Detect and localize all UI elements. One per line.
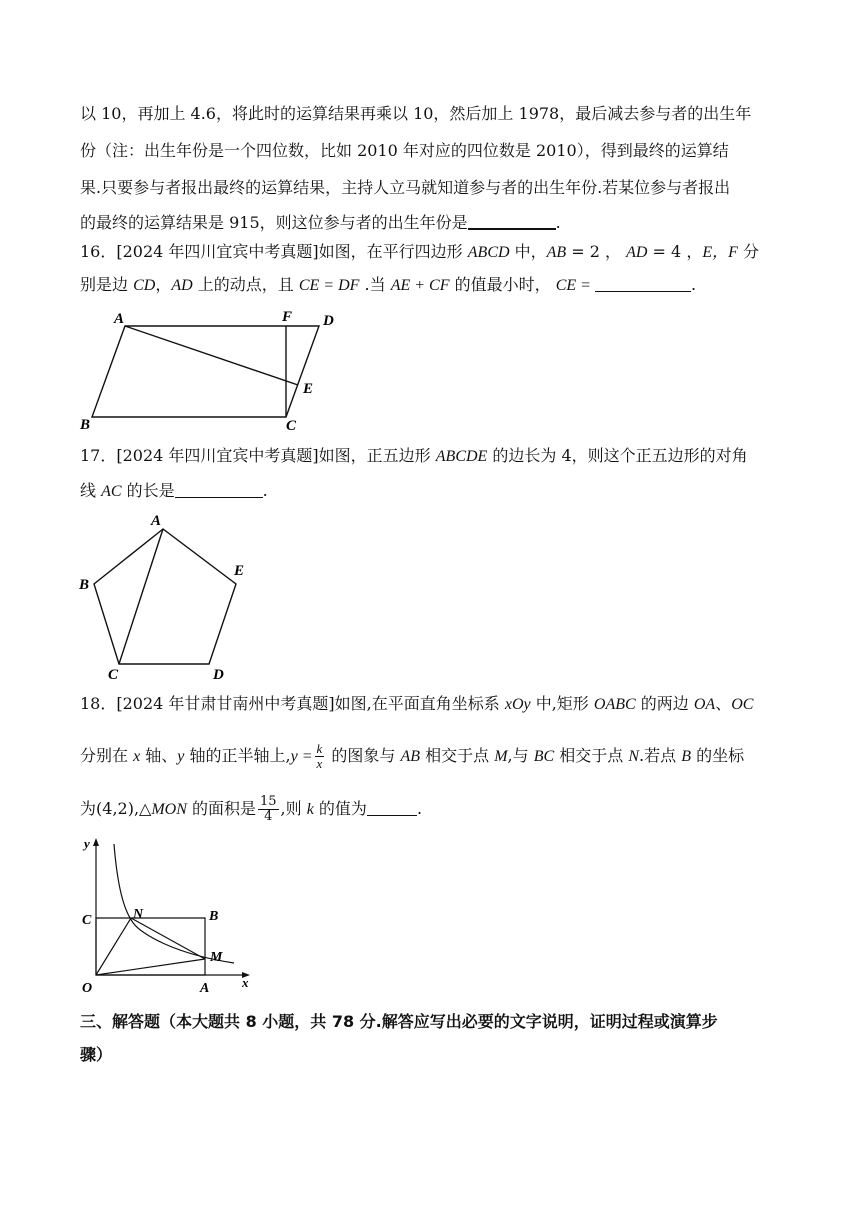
- q18-x: x: [133, 748, 141, 765]
- q17-period: .: [262, 481, 268, 500]
- q18-text: ,与: [507, 746, 534, 765]
- q18-function-fraction: [315, 742, 325, 771]
- label-b: B: [209, 909, 219, 924]
- q18-text: 如图,在平面直角坐标系: [334, 694, 505, 713]
- q15-line-4: [80, 212, 561, 234]
- label-f: F: [282, 309, 293, 325]
- q16-ab: AB: [546, 244, 567, 261]
- q15-line-4-text: 的最终的运算结果是 915，则这位参与者的出生年份是: [80, 213, 468, 232]
- q18-k: k: [316, 741, 323, 756]
- q18-n: N: [628, 748, 640, 765]
- label-y: y: [84, 836, 90, 851]
- q16-ef: E，F: [702, 244, 738, 261]
- q17-line-1: [80, 445, 748, 468]
- label-c: C: [286, 418, 297, 434]
- segment-nm: [131, 918, 205, 959]
- q18-text: 为: [80, 799, 97, 818]
- diagonal-ac: [119, 529, 163, 664]
- q18-number: 18．: [80, 694, 117, 713]
- label-e: E: [234, 563, 245, 579]
- q16-condition: CE = DF: [298, 277, 360, 294]
- q18-oabc: OABC: [593, 696, 636, 713]
- q18-line-1: [80, 693, 753, 716]
- q16-text: 上的动点，且: [192, 275, 299, 294]
- q16-text: 分: [737, 242, 759, 261]
- q17-text: 的长是: [121, 481, 175, 500]
- q16-text: 如图，在平行四边形: [318, 242, 468, 261]
- q18-x: x: [316, 756, 323, 771]
- q18-text: 轴、: [140, 746, 178, 765]
- q16-line-1: [80, 241, 759, 264]
- q16-abcd: ABCD: [467, 244, 510, 261]
- q18-text: ,则: [280, 799, 307, 818]
- q16-ab-value: = 2 ，: [566, 242, 622, 261]
- q15-period: .: [555, 213, 561, 232]
- q18-text: 的两边: [635, 694, 694, 713]
- q18-text: ,△: [133, 799, 152, 818]
- q18-ab: AB: [400, 748, 421, 765]
- q18-y: y: [177, 748, 185, 765]
- label-x: x: [242, 975, 249, 990]
- q16-text: 中，: [509, 242, 547, 261]
- q18-text: 的坐标: [691, 746, 745, 765]
- answer-blank-15: [468, 212, 556, 230]
- parallelogram-abcd: [92, 326, 319, 417]
- q16-line-2: [80, 274, 696, 297]
- q16-cd: CD: [133, 277, 156, 294]
- label-d: D: [213, 667, 224, 683]
- q18-k: k: [306, 801, 314, 818]
- q18-line-2: [80, 742, 744, 771]
- q16-sum: AE + CF: [390, 277, 450, 294]
- label-n: N: [133, 907, 144, 922]
- q18-text: 轴的正半轴上,: [184, 746, 291, 765]
- q18-function-lhs: y =: [290, 748, 313, 765]
- q18-area-denominator: 4: [264, 809, 273, 824]
- q18-text: 相交于点: [420, 746, 495, 765]
- label-m: M: [210, 950, 223, 965]
- q18-line-3: [80, 795, 422, 824]
- q16-ad: AD: [171, 277, 193, 294]
- q18-oa: OA: [693, 696, 716, 713]
- segment-on: [96, 918, 131, 975]
- q16-ad-value: = 4 ，: [647, 242, 703, 261]
- q15-line-1: 以 10，再加上 4.6，将此时的运算结果再乘以 10，然后加上 1978，最后减去参与者的出生年: [80, 104, 752, 123]
- label-o: O: [82, 981, 93, 996]
- q18-text: .若点: [639, 746, 682, 765]
- hyperbola-curve: [114, 844, 234, 963]
- q15-line-2: 份（注：出生年份是一个四位数，比如 2010 年对应的四位数是 2010），得到最终的运算结: [80, 141, 729, 160]
- q18-xoy: xOy: [504, 696, 531, 713]
- q18-area-fraction: [258, 795, 279, 824]
- label-a: A: [114, 311, 125, 327]
- q18-period: .: [416, 799, 423, 818]
- q18-text: 的值为: [313, 799, 367, 818]
- q17-text: 如图，正五边形: [318, 446, 436, 465]
- q16-period: .: [690, 275, 697, 294]
- q16-ce: CE =: [555, 277, 591, 294]
- q17-source: [2024 年四川宜宾中考真题]: [116, 446, 319, 465]
- q16-text: ，: [155, 275, 172, 294]
- q18-text: 相交于点: [554, 746, 629, 765]
- q18-bc: BC: [533, 748, 555, 765]
- q18-text: 的面积是: [186, 799, 256, 818]
- q17-line-2: [80, 480, 268, 503]
- q18-text: 中,矩形: [530, 694, 594, 713]
- section-3-heading-line-1: 三、解答题（本大题共 8 小题，共 78 分.解答应写出必要的文字说明，证明过程或演算步: [80, 1012, 718, 1031]
- q17-ac: AC: [101, 483, 122, 500]
- label-d: D: [323, 313, 334, 329]
- q18-m: M: [494, 748, 508, 765]
- label-c: C: [82, 913, 92, 928]
- figure-pentagon: [74, 507, 264, 687]
- y-axis-arrow: [93, 838, 99, 846]
- q16-text: .当: [359, 275, 391, 294]
- label-e: E: [303, 381, 314, 397]
- q18-oc: OC: [731, 696, 754, 713]
- segment-ae: [125, 326, 298, 385]
- q18-area-numerator: 15: [260, 794, 277, 809]
- pentagon-abcde: [94, 529, 236, 664]
- q18-text: 的图象与: [326, 746, 401, 765]
- q16-ad: AD: [626, 244, 648, 261]
- q18-coordinate: (4,2): [96, 799, 134, 818]
- q17-abcde: ABCDE: [435, 448, 488, 465]
- label-a: A: [151, 513, 162, 529]
- answer-blank-17: [175, 481, 263, 498]
- label-c: C: [108, 667, 119, 683]
- q18-text: 分别在: [80, 746, 134, 765]
- answer-blank-16: [595, 275, 691, 292]
- q17-number: 17．: [80, 446, 117, 465]
- q16-text: 的值最小时，: [449, 275, 556, 294]
- q18-b: B: [681, 748, 691, 765]
- q18-mon: MON: [151, 801, 187, 818]
- answer-blank-18: [367, 799, 417, 816]
- figure-parallelogram: [78, 305, 348, 435]
- q17-text: 的边长为 4，则这个正五边形的对角: [487, 446, 748, 465]
- q17-text: 线: [80, 481, 102, 500]
- label-b: B: [79, 577, 90, 593]
- segment-om: [96, 959, 205, 975]
- q16-text: 别是边: [80, 275, 134, 294]
- q18-text: 、: [715, 694, 732, 713]
- figure-coordinate-plane: [74, 834, 264, 1002]
- q16-source: [2024 年四川宜宾中考真题]: [116, 242, 319, 261]
- section-3-heading-line-2: 骤）: [80, 1045, 113, 1064]
- q16-number: 16．: [80, 242, 117, 261]
- label-b: B: [80, 417, 91, 433]
- q18-source: [2024 年甘肃甘南州中考真题]: [116, 694, 335, 713]
- q15-line-3: 果.只要参与者报出最终的运算结果，主持人立马就知道参与者的出生年份.若某位参与者报出: [80, 178, 731, 197]
- label-a: A: [200, 981, 210, 996]
